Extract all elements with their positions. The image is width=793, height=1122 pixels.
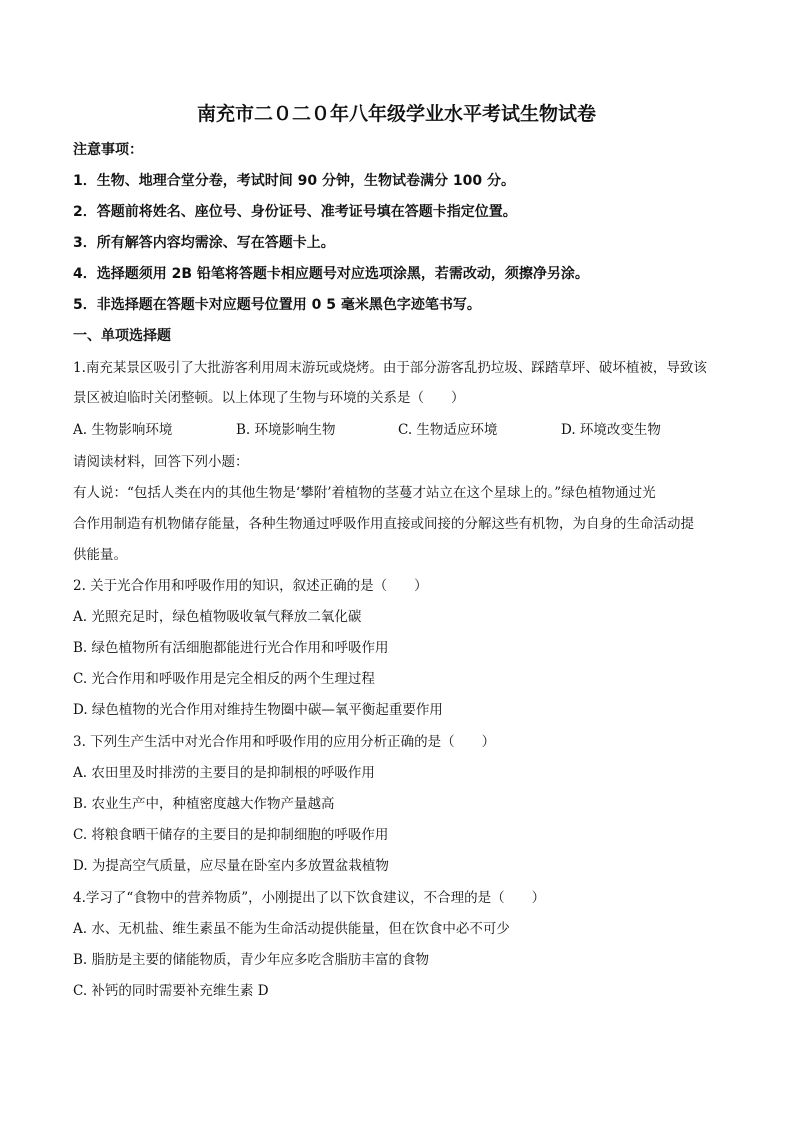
question-2-option: C. 光合作用和呼吸作用是完全相反的两个生理过程 (73, 671, 375, 687)
section-heading: 一、单项选择题 (73, 328, 171, 344)
question-2-option: D. 绿色植物的光合作用对维持生物圈中碳—氧平衡起重要作用 (73, 702, 443, 718)
question-3-stem: 3. 下列生产生活中对光合作用和呼吸作用的应用分析正确的是（ ） (73, 734, 496, 750)
reading-intro: 请阅读材料，回答下列小题： (73, 454, 249, 470)
notice-item: 1．生物、地理合堂分卷，考试时间 90 分钟，生物试卷满分 100 分。 (73, 173, 515, 189)
question-1-stem: 景区被迫临时关闭整顿。以上体现了生物与环境的关系是（ ） (73, 390, 465, 406)
question-3-option: B. 农业生产中，种植密度越大作物产量越高 (73, 796, 335, 812)
notice-item: 4．选择题须用 2B 铅笔将答题卡相应题号对应选项涂黑，若需改动，须擦净另涂。 (73, 266, 589, 282)
question-1-stem: 1.南充某景区吸引了大批游客利用周末游玩或烧烤。由于部分游客乱扔垃圾、踩踏草坪、破坏植被，导致该 (73, 360, 707, 376)
notice-item: 5．非选择题在答题卡对应题号位置用 0 5 毫米黑色字迹笔书写。 (73, 297, 481, 313)
question-3-option: A. 农田里及时排涝的主要目的是抑制根的呼吸作用 (73, 765, 375, 781)
notice-item: 3．所有解答内容均需涂、写在答题卡上。 (73, 235, 335, 251)
question-4-option: B. 脂肪是主要的储能物质，青少年应多吃含脂肪丰富的食物 (73, 952, 430, 968)
reading-material: 合作用制造有机物储存能量，各种生物通过呼吸作用直接或间接的分解这些有机物，为自身的生命活动提 (73, 516, 694, 532)
reading-material: 供能量。 (73, 547, 127, 563)
question-4-stem: 4.学习了“食物中的营养物质”，小刚提出了以下饮食建议，不合理的是（ ） (73, 890, 546, 906)
question-3-option: D. 为提高空气质量，应尽量在卧室内多放置盆栽植物 (73, 858, 389, 874)
question-4-option: C. 补钙的同时需要补充维生素 D (73, 983, 269, 999)
option-a: A. 生物影响环境 (73, 422, 173, 438)
question-2-option: A. 光照充足时，绿色植物吸收氧气释放二氧化碳 (73, 609, 362, 625)
option-c: C. 生物适应环境 (398, 422, 498, 438)
question-2-option: B. 绿色植物所有活细胞都能进行光合作用和呼吸作用 (73, 640, 389, 656)
page-title: 南充市二０二０年八年级学业水平考试生物试卷 (196, 103, 596, 125)
question-4-option: A. 水、无机盐、维生素虽不能为生命活动提供能量，但在饮食中必不可少 (73, 921, 510, 937)
reading-material: 有人说：“包括人类在内的其他生物是‘攀附’着植物的茎蔓才站立在这个星球上的。”绿色植物通过光 (73, 485, 656, 501)
notice-heading: 注意事项： (73, 142, 143, 158)
question-2-stem: 2. 关于光合作用和呼吸作用的知识，叙述正确的是（ ） (73, 578, 428, 594)
option-d: D. 环境改变生物 (561, 422, 661, 438)
option-b: B. 环境影响生物 (236, 422, 336, 438)
notice-item: 2．答题前将姓名、座位号、身份证号、准考证号填在答题卡指定位置。 (73, 204, 517, 220)
question-3-option: C. 将粮食晒干储存的主要目的是抑制细胞的呼吸作用 (73, 827, 389, 843)
